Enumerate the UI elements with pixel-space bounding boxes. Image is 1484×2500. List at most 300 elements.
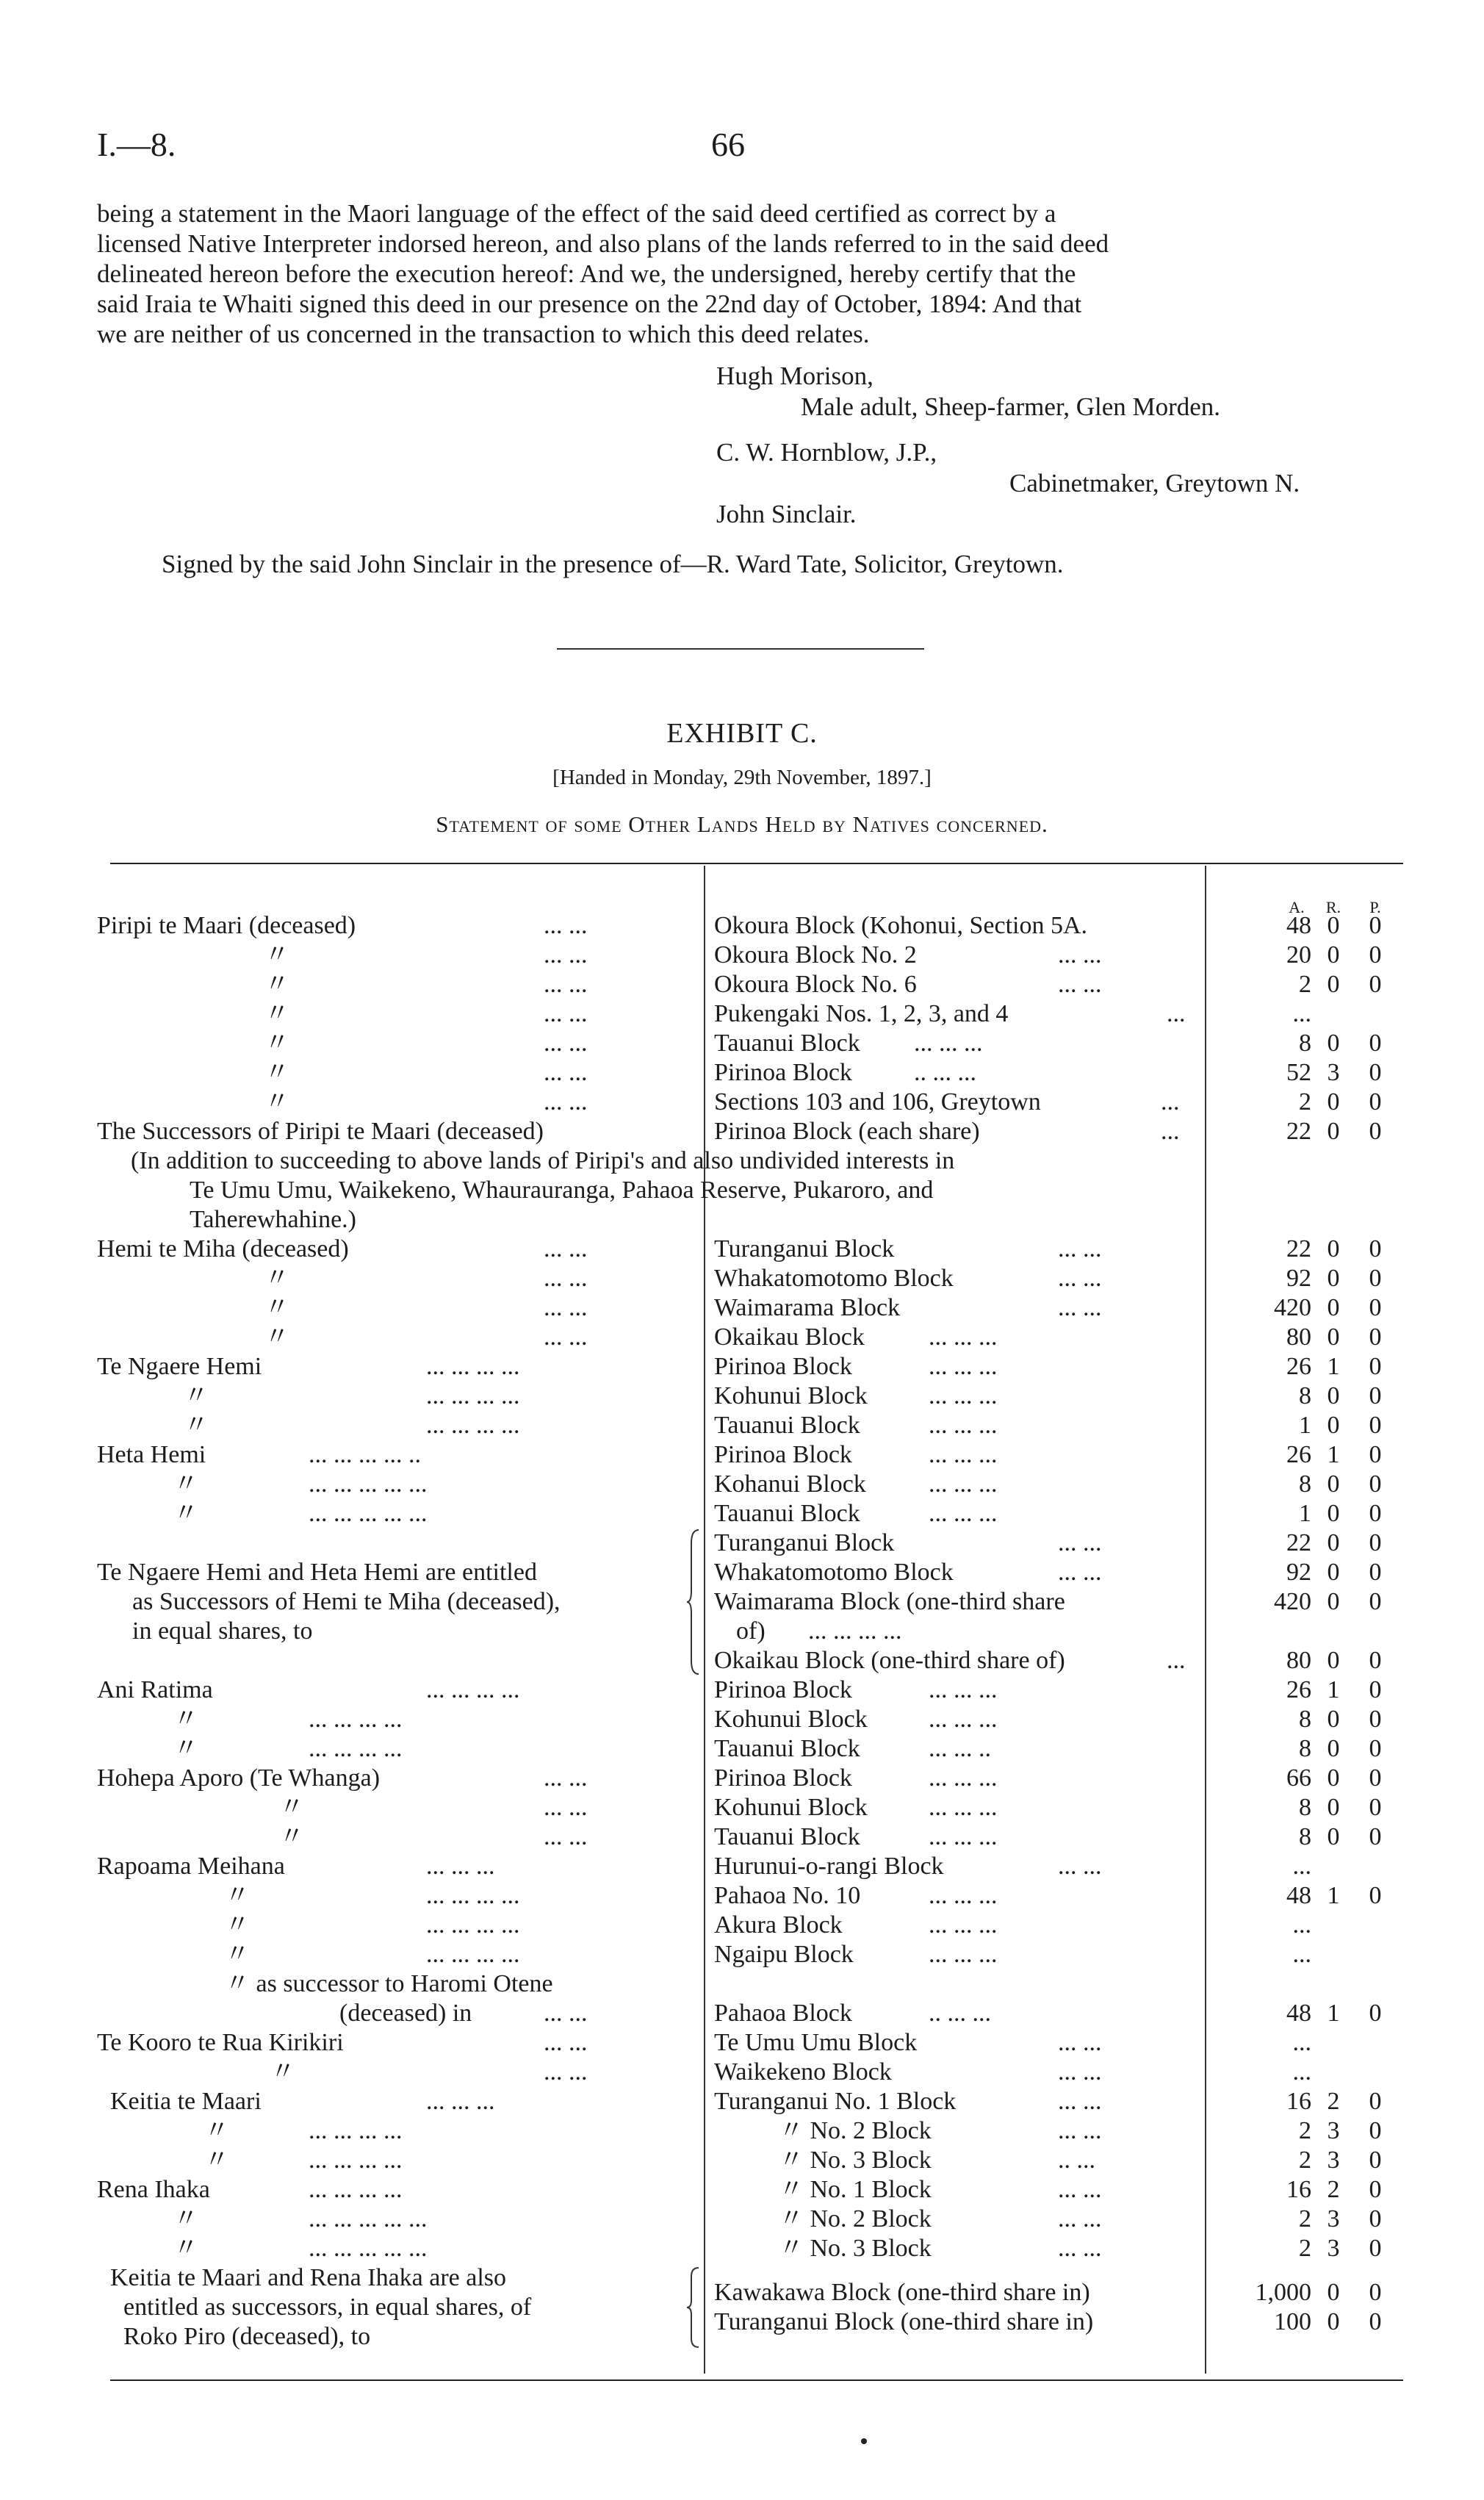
perches-cell: 0 bbox=[1369, 1588, 1382, 1615]
leader-dots: ... ... ... bbox=[929, 1382, 998, 1409]
block-cell: Kohunui Block bbox=[714, 1382, 868, 1409]
paragraph-line: being a statement in the Maori language of the effect of the said deed certified as correct by a bbox=[97, 199, 1056, 228]
leader-dots: ... ... bbox=[1058, 2176, 1102, 2203]
leader-dots: ... bbox=[1161, 1088, 1180, 1116]
block-cell: Waimarama Block (one-third share bbox=[714, 1588, 1065, 1615]
acres-cell: 22 bbox=[1286, 1235, 1311, 1262]
leader-dots: .. ... bbox=[1058, 2147, 1095, 2174]
table-row bbox=[0, 1117, 1484, 1146]
roods-cell: 0 bbox=[1327, 1265, 1340, 1292]
perches-cell: 0 bbox=[1369, 1470, 1382, 1498]
leader-dots: ... ... ... bbox=[929, 1823, 998, 1850]
ditto-mark: 〃 bbox=[264, 1323, 289, 1351]
perches-cell: 0 bbox=[1369, 1706, 1382, 1733]
roods-cell: 3 bbox=[1327, 2205, 1340, 2233]
table-group-row bbox=[0, 2263, 1484, 2352]
acres-cell: ... bbox=[1292, 1941, 1311, 1968]
brace-mark bbox=[687, 1529, 702, 1683]
group-line: in equal shares, to bbox=[132, 1617, 313, 1645]
block-cell: Kawakawa Block (one-third share in) bbox=[714, 2279, 1090, 2306]
table-row bbox=[0, 1499, 1484, 1529]
note-line: Te Umu Umu, Waikekeno, Whaurauranga, Pahaoa Reserve, Pukaroro, and bbox=[190, 1177, 934, 1204]
roods-cell: 0 bbox=[1327, 1412, 1340, 1439]
leader-dots: ... ... bbox=[1058, 2205, 1102, 2233]
leader-dots: ... ... ... ... bbox=[426, 1911, 520, 1939]
leader-dots: .. ... ... bbox=[914, 1059, 976, 1086]
leader-dots: ... ... bbox=[544, 1823, 588, 1850]
paragraph-line: licensed Native Interpreter indorsed hereon, and also plans of the lands referred to in the said deed bbox=[97, 229, 1109, 258]
block-cell: Ngaipu Block bbox=[714, 1941, 854, 1968]
leader-dots: ... ... ... bbox=[929, 1911, 998, 1939]
acres-cell: 1,000 bbox=[1255, 2279, 1311, 2306]
leader-dots: ... ... ... ... bbox=[808, 1617, 902, 1645]
paragraph-line: delineated hereon before the execution hereof: And we, the undersigned, hereby certify that the bbox=[97, 259, 1076, 288]
roods-cell: 3 bbox=[1327, 2147, 1340, 2174]
table-row bbox=[0, 941, 1484, 970]
leader-dots: ... ... ... ... ... bbox=[309, 1470, 428, 1498]
acres-cell: 92 bbox=[1286, 1265, 1311, 1292]
table-row bbox=[0, 999, 1484, 1029]
leader-dots: ... bbox=[1167, 1647, 1186, 1674]
signatory-3-name: John Sinclair. bbox=[716, 500, 857, 528]
block-cell: Pirinoa Block bbox=[714, 1353, 852, 1380]
leader-dots: ... ... ... bbox=[929, 1764, 998, 1792]
table-row bbox=[0, 1235, 1484, 1264]
leader-dots: ... ... ... ... bbox=[309, 2147, 403, 2174]
table-row bbox=[0, 1088, 1484, 1117]
perches-cell: 0 bbox=[1369, 1059, 1382, 1086]
block-cell: Kohunui Block bbox=[714, 1706, 868, 1733]
signatory-1-name: Hugh Morison, bbox=[716, 362, 874, 390]
perches-cell: 0 bbox=[1369, 1265, 1382, 1292]
ditto-mark: 〃 bbox=[264, 1265, 289, 1292]
block-cell: 〃 No. 1 Block bbox=[779, 2176, 932, 2203]
acres-cell: 92 bbox=[1286, 1559, 1311, 1586]
leader-dots: ... ... ... bbox=[929, 1794, 998, 1821]
acres-cell: 22 bbox=[1286, 1118, 1311, 1145]
roods-cell: 0 bbox=[1327, 1294, 1340, 1321]
ditto-mark: 〃 bbox=[204, 2117, 229, 2144]
acres-cell: 8 bbox=[1299, 1382, 1311, 1409]
brace-icon bbox=[687, 2266, 702, 2349]
block-cell: Tauanui Block bbox=[714, 1500, 860, 1527]
block-cell: Akura Block bbox=[714, 1911, 843, 1939]
acres-cell: ... bbox=[1292, 1853, 1311, 1880]
ditto-mark: 〃 bbox=[225, 1941, 250, 1968]
roods-cell: 0 bbox=[1327, 1794, 1340, 1821]
ditto-mark: 〃 bbox=[264, 971, 289, 998]
leader-dots: ... ... bbox=[1058, 1529, 1102, 1556]
block-cell: Kohunui Block bbox=[714, 1794, 868, 1821]
perches-cell: 0 bbox=[1369, 1735, 1382, 1762]
ditto-mark: 〃 bbox=[184, 1382, 209, 1409]
roods-cell: 1 bbox=[1327, 1441, 1340, 1468]
leader-dots: ... ... bbox=[1058, 1559, 1102, 1586]
roods-cell: 0 bbox=[1327, 1764, 1340, 1792]
ditto-mark: 〃 bbox=[225, 1911, 250, 1939]
acres-cell: 8 bbox=[1299, 1706, 1311, 1733]
roods-cell: 0 bbox=[1327, 1088, 1340, 1116]
exhibit-handed-in: [Handed in Monday, 29th November, 1897.] bbox=[552, 766, 932, 789]
acres-cell: 48 bbox=[1286, 912, 1311, 939]
roods-cell: 0 bbox=[1327, 1235, 1340, 1262]
group-line: Keitia te Maari and Rena Ihaka are also bbox=[110, 2264, 507, 2291]
block-cell: Pahaoa No. 10 bbox=[714, 1882, 861, 1909]
leader-dots: ... ... ... ... ... bbox=[309, 2235, 428, 2262]
leader-dots: ... ... bbox=[544, 1323, 588, 1351]
ditto-mark: 〃 bbox=[173, 1500, 198, 1527]
ditto-mark: 〃 bbox=[264, 1000, 289, 1027]
leader-dots: ... ... bbox=[544, 1059, 588, 1086]
table-row bbox=[0, 1264, 1484, 1293]
table-row bbox=[0, 2234, 1484, 2263]
leader-dots: ... ... bbox=[544, 1235, 588, 1262]
roods-cell: 0 bbox=[1327, 1470, 1340, 1498]
acres-cell: 48 bbox=[1286, 2000, 1311, 2027]
exhibit-statement: Statement of some Other Lands Held by Natives concerned. bbox=[436, 811, 1048, 837]
block-cell: Pirinoa Block bbox=[714, 1676, 852, 1703]
block-cell: Pukengaki Nos. 1, 2, 3, and 4 bbox=[714, 1000, 1009, 1027]
perches-cell: 0 bbox=[1369, 1882, 1382, 1909]
block-cell: 〃 No. 2 Block bbox=[779, 2117, 932, 2144]
leader-dots: ... ... bbox=[544, 2029, 588, 2056]
block-cell: Tauanui Block bbox=[714, 1823, 860, 1850]
leader-dots: ... ... ... ... ... bbox=[309, 2205, 428, 2233]
owner-cell: Te Ngaere Hemi bbox=[97, 1353, 262, 1380]
roods-cell: 0 bbox=[1327, 1735, 1340, 1762]
table-row bbox=[0, 970, 1484, 999]
leader-dots: ... ... bbox=[1058, 2235, 1102, 2262]
leader-dots: ... ... ... ... bbox=[426, 1382, 520, 1409]
leader-dots: ... ... bbox=[1058, 1265, 1102, 1292]
table-row bbox=[0, 1323, 1484, 1352]
perches-cell: 0 bbox=[1369, 1441, 1382, 1468]
ditto-mark: 〃 bbox=[264, 1294, 289, 1321]
roods-cell: 0 bbox=[1327, 1647, 1340, 1674]
table-note-row bbox=[0, 1146, 1484, 1235]
signatory-1-description: Male adult, Sheep-farmer, Glen Morden. bbox=[801, 392, 1221, 421]
note-line: (In addition to succeeding to above lands of Piripi's and also undivided interests in bbox=[131, 1147, 955, 1174]
group-line: as Successors of Hemi te Miha (deceased), bbox=[132, 1588, 561, 1615]
leader-dots: ... ... ... bbox=[929, 1882, 998, 1909]
leader-dots: ... ... ... ... .. bbox=[309, 1441, 421, 1468]
owner-cell: Hohepa Aporo (Te Whanga) bbox=[97, 1764, 381, 1792]
header-acres: A. bbox=[1289, 898, 1305, 916]
acres-cell: 100 bbox=[1274, 2308, 1311, 2335]
roods-cell: 0 bbox=[1327, 1706, 1340, 1733]
leader-dots: ... ... bbox=[544, 1294, 588, 1321]
perches-cell: 0 bbox=[1369, 1500, 1382, 1527]
roods-cell: 2 bbox=[1327, 2088, 1340, 2115]
ditto-mark: 〃 bbox=[264, 1059, 289, 1086]
leader-dots: ... ... bbox=[1058, 1853, 1102, 1880]
exhibit-title: EXHIBIT C. bbox=[666, 718, 818, 749]
roods-cell: 3 bbox=[1327, 1059, 1340, 1086]
block-cell: Hurunui-o-rangi Block bbox=[714, 1853, 944, 1880]
block-cell: Kohanui Block bbox=[714, 1470, 866, 1498]
acres-cell: 52 bbox=[1286, 1059, 1311, 1086]
block-cell: Pahaoa Block bbox=[714, 2000, 852, 2027]
block-cell: Okoura Block No. 6 bbox=[714, 971, 917, 998]
leader-dots: ... ... ... ... bbox=[426, 1941, 520, 1968]
successor-line: 〃 as successor to Haromi Otene bbox=[225, 1970, 553, 1997]
block-cell: Pirinoa Block bbox=[714, 1059, 852, 1086]
roods-cell: 0 bbox=[1327, 1118, 1340, 1145]
roods-cell: 0 bbox=[1327, 971, 1340, 998]
acres-cell: 80 bbox=[1286, 1647, 1311, 1674]
leader-dots: ... ... bbox=[1058, 2029, 1102, 2056]
leader-dots: ... ... ... ... bbox=[426, 1353, 520, 1380]
perches-cell: 0 bbox=[1369, 912, 1382, 939]
acres-cell: 1 bbox=[1299, 1412, 1311, 1439]
perches-cell: 0 bbox=[1369, 2117, 1382, 2144]
table-row bbox=[0, 1058, 1484, 1088]
roods-cell: 1 bbox=[1327, 1676, 1340, 1703]
block-cell: Waimarama Block bbox=[714, 1294, 901, 1321]
perches-cell: 0 bbox=[1369, 1823, 1382, 1850]
block-cell: Pirinoa Block (each share) bbox=[714, 1118, 980, 1145]
acres-cell: 2 bbox=[1299, 2117, 1311, 2144]
leader-dots: ... ... bbox=[544, 971, 588, 998]
leader-dots: ... ... bbox=[544, 1088, 588, 1116]
block-cell: Turanganui No. 1 Block bbox=[714, 2088, 957, 2115]
acres-cell: 1 bbox=[1299, 1500, 1311, 1527]
ditto-mark: 〃 bbox=[204, 2147, 229, 2174]
acres-cell: 66 bbox=[1286, 1764, 1311, 1792]
leader-dots: ... ... ... bbox=[929, 1676, 998, 1703]
table-row bbox=[0, 1940, 1484, 1969]
group-line: entitled as successors, in equal shares, of bbox=[123, 2294, 532, 2321]
acres-cell: 16 bbox=[1286, 2176, 1311, 2203]
leader-dots: ... ... bbox=[1058, 971, 1102, 998]
owner-cell: Piripi te Maari (deceased) bbox=[97, 912, 356, 939]
ditto-mark: 〃 bbox=[264, 1088, 289, 1116]
block-cell: Tauanui Block bbox=[714, 1030, 860, 1057]
acres-cell: 2 bbox=[1299, 2205, 1311, 2233]
owner-cell: Hemi te Miha (deceased) bbox=[97, 1235, 349, 1262]
table-row bbox=[0, 1822, 1484, 1852]
leader-dots: ... ... bbox=[544, 1764, 588, 1792]
table-row bbox=[0, 1411, 1484, 1440]
acres-cell: 420 bbox=[1274, 1294, 1311, 1321]
perches-cell: 0 bbox=[1369, 2176, 1382, 2203]
page-number: 66 bbox=[711, 126, 745, 163]
block-cell: Sections 103 and 106, Greytown bbox=[714, 1088, 1041, 1116]
acres-cell: 420 bbox=[1274, 1588, 1311, 1615]
roods-cell: 0 bbox=[1327, 1823, 1340, 1850]
block-cell: Whakatomotomo Block bbox=[714, 1265, 954, 1292]
acres-cell: 8 bbox=[1299, 1470, 1311, 1498]
table-row bbox=[0, 1911, 1484, 1940]
acres-cell: 2 bbox=[1299, 2235, 1311, 2262]
ditto-mark: 〃 bbox=[279, 1794, 304, 1821]
leader-dots: ... ... ... bbox=[426, 1853, 495, 1880]
perches-cell: 0 bbox=[1369, 2308, 1382, 2335]
note-line: Taherewhahine.) bbox=[190, 1206, 356, 1233]
leader-dots: ... ... ... bbox=[929, 1941, 998, 1968]
leader-dots: ... ... ... ... bbox=[309, 1735, 403, 1762]
table-row bbox=[0, 1029, 1484, 1058]
acres-cell: 8 bbox=[1299, 1794, 1311, 1821]
leader-dots: ... ... bbox=[1058, 1235, 1102, 1262]
perches-cell: 0 bbox=[1369, 1794, 1382, 1821]
perches-cell: 0 bbox=[1369, 2235, 1382, 2262]
table-row bbox=[0, 1293, 1484, 1323]
leader-dots: ... ... bbox=[544, 1265, 588, 1292]
roods-cell: 0 bbox=[1327, 1030, 1340, 1057]
leader-dots: ... ... ... bbox=[929, 1412, 998, 1439]
table-row bbox=[0, 1382, 1484, 1411]
acres-cell: 80 bbox=[1286, 1323, 1311, 1351]
roods-cell: 0 bbox=[1327, 941, 1340, 969]
leader-dots: ... bbox=[1167, 1000, 1186, 1027]
perches-cell: 0 bbox=[1369, 971, 1382, 998]
ditto-mark: 〃 bbox=[173, 1735, 198, 1762]
table-row bbox=[0, 2087, 1484, 2116]
leader-dots: ... bbox=[1161, 1118, 1180, 1145]
owner-cell: Ani Ratima bbox=[97, 1676, 213, 1703]
perches-cell: 0 bbox=[1369, 2205, 1382, 2233]
perches-cell: 0 bbox=[1369, 1088, 1382, 1116]
table-row bbox=[0, 1734, 1484, 1764]
leader-dots: ... ... ... ... bbox=[426, 1676, 520, 1703]
block-cell: Okoura Block (Kohonui, Section 5A. bbox=[714, 912, 1088, 939]
header-roods: R. bbox=[1325, 898, 1341, 916]
leader-dots: ... ... ... ... ... bbox=[309, 1500, 428, 1527]
block-cell: Okaikau Block bbox=[714, 1323, 865, 1351]
perches-cell: 0 bbox=[1369, 941, 1382, 969]
acres-cell: 26 bbox=[1286, 1676, 1311, 1703]
ditto-mark: 〃 bbox=[264, 941, 289, 969]
final-owner-text bbox=[110, 2263, 531, 2352]
perches-cell: 0 bbox=[1369, 1118, 1382, 1145]
roods-cell: 0 bbox=[1327, 1382, 1340, 1409]
roods-cell: 2 bbox=[1327, 2176, 1340, 2203]
table-row bbox=[0, 911, 1484, 941]
perches-cell: 0 bbox=[1369, 1030, 1382, 1057]
block-cell: 〃 No. 3 Block bbox=[779, 2235, 932, 2262]
table-row bbox=[0, 1352, 1484, 1382]
roods-cell: 1 bbox=[1327, 2000, 1340, 2027]
block-cell: Turanganui Block (one-third share in) bbox=[714, 2308, 1094, 2335]
acres-cell: 8 bbox=[1299, 1030, 1311, 1057]
leader-dots: ... ... bbox=[544, 2000, 588, 2027]
roods-cell: 1 bbox=[1327, 1882, 1340, 1909]
roods-cell: 0 bbox=[1327, 1500, 1340, 1527]
footer-dot bbox=[861, 2438, 867, 2444]
section-divider bbox=[557, 648, 924, 650]
table-row bbox=[0, 1969, 1484, 2028]
group-line: Te Ngaere Hemi and Heta Hemi are entitled bbox=[97, 1559, 537, 1586]
leader-dots: .. ... ... bbox=[929, 2000, 991, 2027]
brace-icon bbox=[687, 1529, 702, 1675]
roods-cell: 0 bbox=[1327, 2279, 1340, 2306]
leader-dots: ... ... ... ... bbox=[309, 2117, 403, 2144]
acres-cell: ... bbox=[1292, 2058, 1311, 2086]
perches-cell: 0 bbox=[1369, 1323, 1382, 1351]
leader-dots: ... ... bbox=[1058, 941, 1102, 969]
perches-cell: 0 bbox=[1369, 2000, 1382, 2027]
acres-cell: ... bbox=[1292, 2029, 1311, 2056]
block-cell: Tauanui Block bbox=[714, 1735, 860, 1762]
acres-cell: 20 bbox=[1286, 941, 1311, 969]
perches-cell: 0 bbox=[1369, 1382, 1382, 1409]
table-top-rule bbox=[110, 863, 1403, 864]
leader-dots: ... ... ... bbox=[929, 1323, 998, 1351]
leader-dots: ... ... ... bbox=[929, 1706, 998, 1733]
block-cell: Waikekeno Block bbox=[714, 2058, 892, 2086]
table-row bbox=[0, 1764, 1484, 1793]
leader-dots: ... ... bbox=[544, 912, 588, 939]
table-row bbox=[0, 1881, 1484, 1911]
deed-paragraph bbox=[97, 198, 1390, 349]
owner-cell: Rapoama Meihana bbox=[97, 1853, 285, 1880]
perches-cell: 0 bbox=[1369, 2147, 1382, 2174]
leader-dots: ... ... bbox=[544, 1030, 588, 1057]
block-cell: Pirinoa Block bbox=[714, 1441, 852, 1468]
leader-dots: ... ... bbox=[1058, 2058, 1102, 2086]
report-reference: I.—8. bbox=[97, 126, 176, 163]
group-line: Roko Piro (deceased), to bbox=[123, 2323, 371, 2350]
perches-cell: 0 bbox=[1369, 1294, 1382, 1321]
roods-cell: 3 bbox=[1327, 2117, 1340, 2144]
roods-cell: 0 bbox=[1327, 1559, 1340, 1586]
perches-cell: 0 bbox=[1369, 1676, 1382, 1703]
block-cell: Turanganui Block bbox=[714, 1235, 895, 1262]
leader-dots: ... ... bbox=[1058, 1294, 1102, 1321]
perches-cell: 0 bbox=[1369, 2088, 1382, 2115]
ditto-mark: 〃 bbox=[173, 2205, 198, 2233]
table-row bbox=[0, 1675, 1484, 1705]
perches-cell: 0 bbox=[1369, 1559, 1382, 1586]
table-row bbox=[0, 2058, 1484, 2087]
block-cell: Tauanui Block bbox=[714, 1412, 860, 1439]
ditto-mark: 〃 bbox=[184, 1412, 209, 1439]
leader-dots: ... ... ... bbox=[929, 1500, 998, 1527]
signatory-2-description: Cabinetmaker, Greytown N. bbox=[1009, 469, 1300, 498]
ditto-mark: 〃 bbox=[225, 1882, 250, 1909]
table-row bbox=[0, 1440, 1484, 1470]
acres-cell: 8 bbox=[1299, 1735, 1311, 1762]
owner-cell: Rena Ihaka bbox=[97, 2176, 210, 2203]
leader-dots: ... ... ... bbox=[914, 1030, 983, 1057]
roods-cell: 3 bbox=[1327, 2235, 1340, 2262]
table-row bbox=[0, 2028, 1484, 2058]
leader-dots: ... ... bbox=[544, 1000, 588, 1027]
header-perches: P. bbox=[1369, 898, 1381, 916]
perches-cell: 0 bbox=[1369, 1647, 1382, 1674]
owner-cell: Keitia te Maari bbox=[110, 2088, 262, 2115]
owner-cell: Te Kooro te Rua Kirikiri bbox=[97, 2029, 344, 2056]
block-cell: Okoura Block No. 2 bbox=[714, 941, 917, 969]
table-row bbox=[0, 2175, 1484, 2205]
leader-dots: ... ... bbox=[544, 941, 588, 969]
paragraph-line: said Iraia te Whaiti signed this deed in our presence on the 22nd day of October, 1894: And that bbox=[97, 290, 1082, 318]
acres-cell: ... bbox=[1292, 1911, 1311, 1939]
acres-cell: 22 bbox=[1286, 1529, 1311, 1556]
roods-cell: 0 bbox=[1327, 2308, 1340, 2335]
leader-dots: ... ... ... bbox=[929, 1441, 998, 1468]
table-row bbox=[0, 2205, 1484, 2234]
perches-cell: 0 bbox=[1369, 1353, 1382, 1380]
table-row bbox=[0, 2116, 1484, 2146]
acres-cell: 2 bbox=[1299, 2147, 1311, 2174]
leader-dots: ... ... bbox=[544, 2058, 588, 2086]
leader-dots: ... ... ... ... bbox=[426, 1412, 520, 1439]
leader-dots: ... ... .. bbox=[929, 1735, 991, 1762]
roods-cell: 1 bbox=[1327, 1353, 1340, 1380]
paragraph-line: we are neither of us concerned in the transaction to which this deed relates. bbox=[97, 320, 870, 348]
